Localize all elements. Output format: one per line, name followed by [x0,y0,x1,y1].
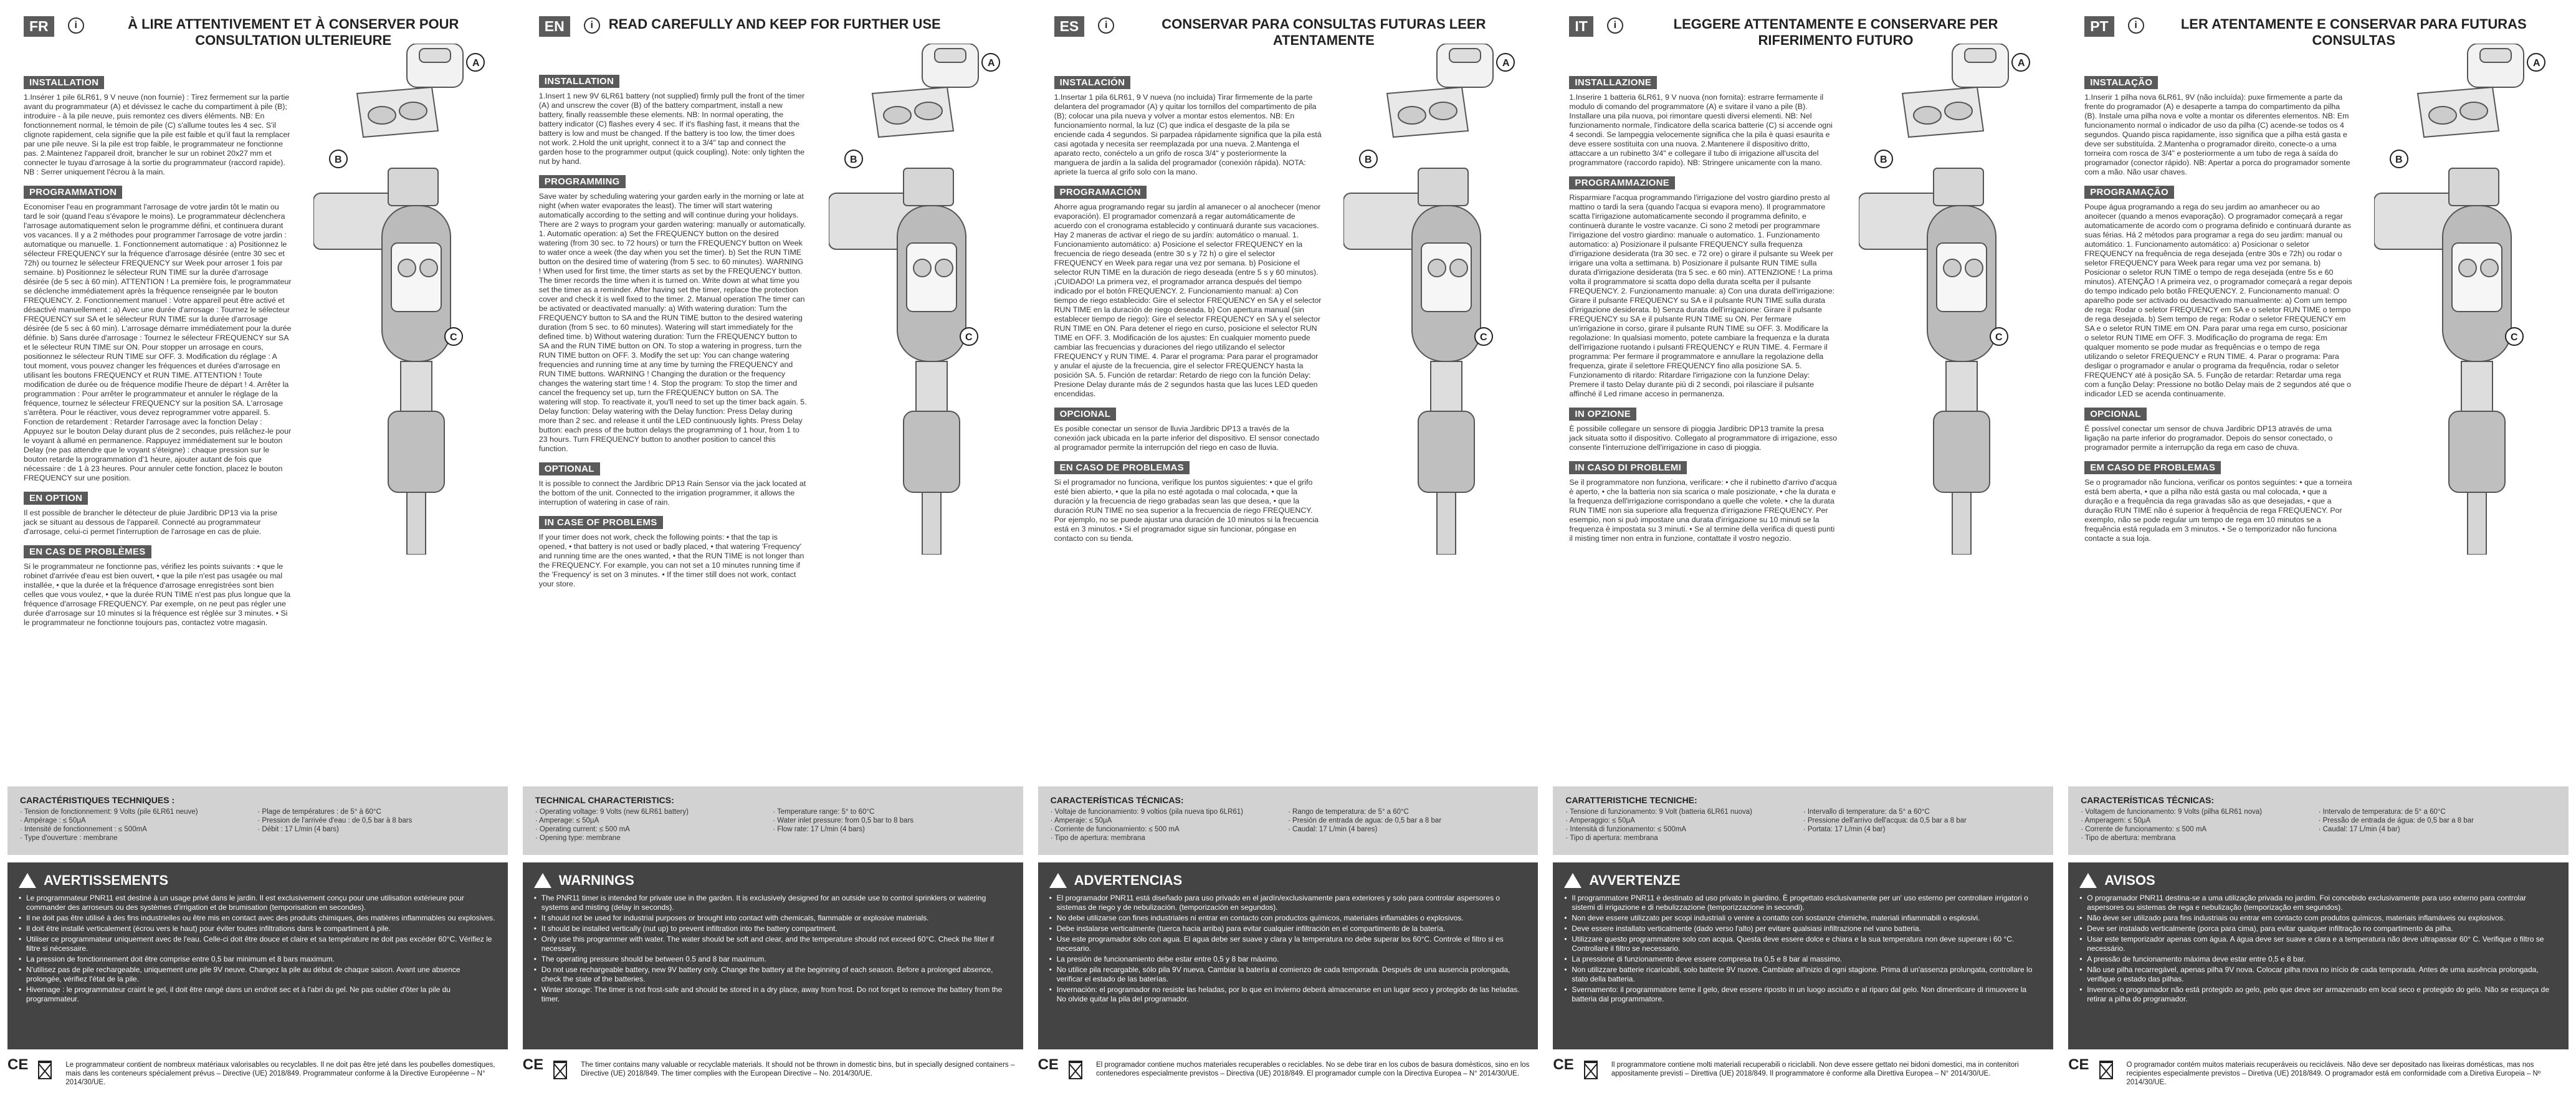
runtime-knob [1450,259,1467,277]
language-column [2061,0,2576,1093]
hose-connector [388,411,444,492]
frequency-dial-part [884,107,911,124]
warning-item: • La pressione di funzionamento deve essere compresa tra 0,5 e 8 bar al massimo. [1564,955,2042,964]
column-title: LEGGERE ATTENTAMENTE E CONSERVARE PER RIFERIMENTO FUTURO [1673,16,1998,48]
tech-item: · Intervalo de temperatura: de 5° a 60°C [2318,808,2446,816]
language-code-badge: EN [539,16,570,37]
callout-c-label: C [1995,332,2003,343]
instructions-text [539,69,807,591]
technical-characteristics-box [7,786,508,855]
warning-item: • N'utilisez pas de pile rechargeable, uniquement une pile 9V neuve. Changez la pile au début de chaque saison. Avant une absence prolongée, vérifiez l'état de la pile. [19,965,497,984]
battery-part [935,49,966,62]
warnings-box [523,862,1023,1049]
tech-item: · Portata: 17 L/min (4 bar) [1803,826,1886,833]
callout-a-label: A [472,58,480,69]
timer-device-illustration [2374,44,2561,555]
callout-b-label: B [1365,155,1372,165]
tech-left-column [20,808,257,842]
compliance-footer [7,1056,508,1087]
section-text: 1.Inserire 1 batteria 6LR61, 9 V nuova (non fornita): estrarre fermamente il modulo di comando del programmatore (A) e svitare il vano a pile (B). Installare una pila nuova, poi rimontare questi diversi elementi. NB: Nel funzionamento normale, l'indicatore della scarica batterie (C) si accende ogni 4 secondi. Se lampeggia velocemente significa che la pila è quasi esaurita e deve essere sostituita con una nuova. 2.Mantenere il dispositivo dritto, attaccare a un rubinetto 3/4" e collegare il tubo di irrigazione all'uscita del programmatore (raccordo rapido). NB: Stringere unicamente con la mano. [1569,93,1833,167]
technical-characteristics-list [20,808,495,842]
callout-b-label: B [849,155,857,165]
tap-body [2449,168,2499,206]
section-text: Ahorre agua programando regar su jardín al amanecer o al anochecer (menor evaporación). El programador comenzará a regar automáticamente de acuerdo con el cronograma establecido y continuará durante sus vacaciones. Hay 2 maneras de activar el riego de su jardín: automático o manual. 1. Funcionamiento automático: a) Posicione el selector FREQUENCY en la frecuencia de riego deseada (entre 30 s y 72 h) o gire el selector FREQUENCY en Week para regar una vez por semana. b) Posicione el selector RUN TIME en la duración de riego deseada (entre 5 s y 60 minutos). ¡CUIDADO! La primera vez, el programador arranca después del tiempo indicado por el botón FREQUENCY. 2. Funcionamiento manual: a) Con tiempo de riego establecido: Gire el selector FREQUENCY en SA y el selector RUN TIME en la duración de riego deseada. b) Con apertura manual (sin establecer tiempo de riego): Gire el selector FREQUENCY en SA y el selector RUN TIME en ON. Para detener el riego en curso, posicione el selector RUN TIME en OFF. 3. Modificación de los ajustes: En cualquier momento puede cambiar las frecuencias y duraciones del riego utilizando el selector FREQUENCY y RUN TIME. 4. Parar el programa: Para parar el programador y anular el ajuste de la frecuencia, gire el selector FREQUENCY hasta la posición SA. 5. Función de retardar: Retardo de riego con la función Delay: Presione Delay durante más de 2 segundos hasta que las luces LED queden encendidas. [1054,203,1322,398]
callout-c-label: C [2510,332,2518,343]
outlet-pipe [916,361,947,411]
language-code-badge: ES [1054,16,1085,37]
outlet-pipe [1431,361,1462,411]
language-column [0,0,515,1093]
warnings-header [1564,872,2042,889]
outlet-pipe [2461,361,2493,411]
warnings-box [1553,862,2053,1049]
warnings-title: WARNINGS [558,872,634,888]
warning-item: • Não deve ser utilizado para fins industriais ou entrar em contacto com produtos químicos, materiais inflamáveis ou explosivos. [2079,914,2557,923]
warnings-list [2079,894,2557,1004]
frequency-knob [2459,259,2476,277]
callout-a-label: A [2532,58,2540,69]
warning-item: • Il programmatore PNR11 è destinato ad uso privato in giardino. È progettato esclusivamente per un' uso esterno per controllare irrigatori o sistemi di irrigazione e di nebulizzazione (temporizzazione in secondi). [1564,894,2042,912]
warning-item: • Deve essere installato verticalmente (dado verso l'alto) per evitare qualsiasi infiltrazione nel vano batteria. [1564,924,2042,933]
hose [1952,492,1971,555]
battery-part [419,49,451,62]
technical-characteristics-title: CARACTÉRISTIQUES TECHNIQUES : [20,795,175,805]
runtime-knob [935,259,953,277]
info-icon: i [1098,17,1114,34]
language-column [1545,0,2061,1093]
warnings-title: ADVERTENCIAS [1074,872,1183,888]
tech-item: · Opening type: membrane [535,834,621,842]
crossed-bin-icon [2099,1061,2113,1079]
tech-item: · Plage de températures : de 5° à 60°C [257,808,381,816]
section-text: Se o programador não funciona, verificar os pontos seguintes: • que a torneira está bem aberta, • que a pilha não está gasta ou mal colocada, • que a duração e a frequência da rega gravadas são as que desejadas, • que a duração RUN TIME não é superior à frequência de rega FREQUENCY. Por exemplo, não se pode regular um tempo de rega em 10 minutos se a frequência está regulada em 3 minutos. • Se o temporizador não funciona contacte a sua loja. [2084,478,2352,543]
section-text: Economiser l'eau en programmant l'arrosage de votre jardin tôt le matin ou tard le soir (quand l'eau s'évapore le moins). Le programmateur déclenchera l'arrosage automatiquement selon le programme défini, et continuera durant vos vacances. Il y a 2 méthodes pour programmer l'arrosage de votre jardin : automatique ou manuelle. 1. Fonctionnement automatique : a) Positionnez le sélecteur FREQUENCY sur la fréquence d'arrosage désirée (entre 30 sec et 72h) ou tournez le sélecteur FREQUENCY sur Week pour arroser 1 fois par semaine. b) Positionnez le sélecteur RUN TIME sur la durée d'arrosage désirée (de 5 sec à 60 min). ATTENTION ! La première fois, le programmateur se déclenche immédiatement après la fréquence renseignée par le bouton FREQUENCY. 2. Fonctionnement manuel : Votre appareil peut être activé et désactivé manuellement : a) Avec une durée d'arrosage : Tournez le sélecteur FREQUENCY sur SA et le sélecteur RUN TIME sur la durée d'arrosage désirée (de 5 sec à 60 min). L'arrosage démarre immédiatement pour la durée définie. b) Sans durée d'arrosage : Tournez le sélecteur FREQUENCY sur SA et le sélecteur RUN TIME sur ON. Pour stopper un arrosage en cours, positionnez le sélecteur RUN TIME sur OFF. 3. Modification du réglage : A tout moment, vous pouvez changer les fréquences et durées d'arrosage en utilisant les boutons FREQUENCY et RUN TIME. ATTENTION ! Toute modification de durée ou de fréquence modifie l'heure de départ ! 4. Arrêter la programmation : Pour arrêter le programmateur et annuler le réglage de la fréquence, tournez le sélecteur FREQUENCY sur la position SA. L'arrosage s'arrêtera. Pour le réactiver, vous devez reprogrammer votre appareil. 5. Fonction de retardement : Retarder l'arrosage avec la fonction Delay : Appuyez sur le bouton Delay durant plus de 2 secondes, puis relâchez-le pour le voyant à allumé en permanence. Rappuyez immédiatement sur le bouton Delay (ne pas attendre que le voyant s'éteigne) : chaque pression sur le bouton retarde la programmation d'1 heure, ajouter autant de fois que nécessaire : de 1 à 23 heures. Pour annuler cette fonction, placez le bouton FREQUENCY sur une position. [24,203,292,482]
section-heading: INSTALLATION [24,76,104,89]
runtime-knob [2481,259,2498,277]
ce-mark-icon: CE [1038,1056,1059,1073]
timer-device-illustration [1343,44,1530,555]
technical-characteristics-title: TECHNICAL CHARACTERISTICS: [535,795,674,805]
tap-body [1934,168,1983,206]
section-heading: INSTALACIÓN [1054,76,1131,89]
ce-mark-icon: CE [2068,1056,2089,1073]
outlet-pipe [1946,361,1977,411]
tech-left-column [2081,808,2318,842]
warning-item: • El programador PNR11 está diseñado para uso privado en el jardín/exclusivamente para exteriores y solo para controlar aspersores o sistemas de riego y de nebulización. (temporización en segundos). [1049,894,1527,912]
runtime-dial-part [1945,102,1972,120]
warning-item: • Usar este temporizador apenas com água. A água deve ser suave e clara e a temperatura não deve ultrapassar 60° C. Verifique o filtro se necessário. [2079,935,2557,953]
instructions-text [24,70,292,630]
timer-device-illustration [313,44,500,555]
section-text: Poupe água programando a rega do seu jardim ao amanhecer ou ao anoitecer (quando a menos evaporação). O programador começará a regar automaticamente de acordo com o programa definido e continuará durante as suas férias. Há 2 métodos para programar a rega do seu jardim: manual ou automático. 1. Funcionamento automático: a) Posicionar o seletor FREQUENCY na frequência de rega desejada (entre 30s e 72h) ou rodar o seletor FREQUENCY para Week para regar uma vez por semana. b) Posicionar o seletor RUN TIME o tempo de rega desejada (entre 5s e 60 minutos). ATENÇÃO ! A primeira vez, o programador começará a regar depois do tempo indicado pelo botão FREQUENCY. 2. Funcionamento manual: O aparelho pode ser activado ou desactivado manualmente: a) Com um tempo de rega: Rodar o seletor FREQUENCY em SA e o seletor RUN TIME o tempo de rega desejada. b) Sem tempo de rega: Rodar o seletor FREQUENCY em SA e o seletor RUN TIME em ON. Para parar uma rega em curso, posicionar o seletor RUN TIME em OFF. 3. Modificação do programa de rega: Em qualquer momento se pode mudar as frequências e o tempo de rega utilizando o seletor FREQUENCY e RUN TIME. 4. Parar o programa: Para desligar o programador e anular o programa da frequência, rodar o seletor FREQUENCY até à posição SA. 5. Função de retardar: Retardar uma rega com a função Delay: Pressione no botão Delay mais de 2 segundos até que o indicador LED se acenda continuamente. [2084,203,2352,398]
tech-item: · Voltagem de funcionamento: 9 Volts (pilha 6LR61 nova) [2081,808,2263,816]
technical-characteristics-box [1553,786,2053,855]
warning-item: • Winter storage: The timer is not frost-safe and should be stored in a dry place, away from frost. Do not forget to remove the battery from the timer. [534,985,1012,1004]
section-text: Se il programmatore non funziona, verificare: • che il rubinetto d'arrivo d'acqua è aperto, • che la batteria non sia scarica o male posizionate, • che la durata e la frequenza dell'irrigazione corrispondano a quelle che volete. • che la durata RUN TIME non sia superiore alla frequenza d'irrigazione FREQUENCY. Per esempio, non si può impostare una durata d'irrigazione su 10 minuti se la frequenza è impostata su 3 minuti. • Se al termine della verifica di questi punti il misting timer non entra in funzione, contattate il vostro negozio. [1569,478,1837,543]
compliance-text: O programador contém muitos materiais recuperáveis ou recicláveis. Não deve ser depositado nas lixeiras domésticas, mas nos recipientes especialmente previstos – Diretiva (UE) 2018/849. O programador está em conformidade com a Diretiva Europeia – Nº 2014/30/UE. [2126,1061,2541,1086]
ce-mark-icon: CE [7,1056,29,1073]
tech-item: · Caudal: 17 L/min (4 bares) [1288,826,1378,833]
tech-item: · Amperaggio: ≤ 50μA [1565,817,1635,824]
compliance-text: Il programmatore contiene molti materiali recuperabili o riciclabili. Non deve essere gettato nei bidoni domestici, ma in contenitori appositamente previsti – Direttiva (UE) 2018/849. Il programmatore è conforme alla Direttiva Europea – N° 2014/30/UE. [1611,1061,2019,1077]
runtime-knob [420,259,437,277]
callout-b-label: B [334,155,342,165]
warning-triangle-icon [1564,873,1581,888]
tap-body [388,168,438,206]
warning-item: • Non deve essere utilizzato per scopi industriali o venire a contatto con sostanze chimiche, materiali infiammabili o esplosivi. [1564,914,2042,923]
warning-item: • Deve ser instalado verticalmente (porca para cima), para evitar qualquer infiltração no compartimento da pilha. [2079,924,2557,933]
callout-b-label: B [2395,155,2403,165]
warning-item: • Le programmateur PNR11 est destiné à un usage privé dans le jardin. Il est exclusivement conçu pour une utilisation extérieure pour commander des arroseurs ou des systèmes d'irrigation et de brumisation (temporisation en secondes). [19,894,497,912]
tech-item: · Ampérage : ≤ 50μA [20,817,86,824]
tech-item: · Operating voltage: 9 Volts (new 6LR61 battery) [535,808,689,816]
technical-characteristics-list [1051,808,1526,842]
timer-control-panel [2452,243,2502,312]
tech-item: · Caudal: 17 L/min (4 bar) [2318,826,2400,833]
section-text: Save water by scheduling watering your garden early in the morning or late at night (when water evaporates the least). The timer will start watering automatically according to the setting and will continue during your holidays. There are 2 ways to program your garden watering: manually or automatically. 1. Automatic operation: a) Set the FREQUENCY button on the desired watering (from 30 sec. to 72 hours) or turn the FREQUENCY button on Week to water once a week (the day when you set the timer). b) Set the RUN TIME button on the desired time of watering (from 5 sec. to 60 minutes). WARNING ! When used for first time, the timer starts as set by the FREQUENCY button. The timer records the time when it is turned on. Write down at what time you set the timer as a reminder. After having set the timer, replace the protection cover and check it is well fixed to the timer. 2. Manual operation The timer can be activated or deactivated manually: a) With watering duration: Turn the FREQUENCY button to SA and the RUN TIME button to the desired watering duration (from 5 sec. to 60 minutes). Watering will start immediately for the defined time. b) Without watering duration: Turn the FREQUENCY button to SA and the RUN TIME button on ON. To stop a watering in progress, turn the RUN TIME button on OFF. 3. Modify the set up: You can change watering frequencies and running time at any time by turning the FREQUENCY and RUN TIME buttons. WARNING ! Changing the duration or the frequency changes the watering start time ! 4. Stop the program: To stop the timer and cancel the frequency set up, turn the FREQUENCY button on SA. The watering will stop. To reactivate it, you'll need to set up the timer back again. 5. Delay function: Delay watering with the Delay function: Press Delay during more than 2 sec. and release it until the LED continuously lights. Press Delay button: each press of the button delays the programming of 1 hour, from 1 to 23 hours. Turn FREQUENCY button to another position to cancel this function. [538,192,807,453]
warning-item: • Non utilizzare batterie ricaricabili, solo batterie 9V nuove. Cambiate all'inizio di ogni stagione. Prima di un'assenza prolungata, controllare lo stato della batteria. [1564,965,2042,984]
callout-c-label: C [1480,332,1487,343]
battery-part [1449,49,1481,62]
battery-part [2480,49,2511,62]
timer-device-illustration [1859,44,2046,555]
compliance-footer [522,1056,1023,1079]
tech-item: · Operating current: ≤ 500 mA [535,826,630,833]
warnings-header [19,872,497,889]
language-code-badge: FR [24,16,54,37]
section-text: É possível conectar um sensor de chuva Jardibric DP13 através de uma ligação na parte inferior do programador. Depois do sensor conectado, o programador permite a interrupção da rega em caso de chuva. [2084,424,2333,452]
tech-right-column [773,808,1010,842]
tech-right-column [257,808,495,842]
hose-connector [904,411,960,492]
timer-control-panel [1937,243,1987,312]
tech-item: · Pressione dell'arrivo dell'acqua: da 0,5 bar a 8 bar [1803,817,1967,824]
tech-item: · Amperaje: ≤ 50μA [1050,817,1112,824]
tech-item: · Amperage: ≤ 50μA [535,817,599,824]
column-title: CONSERVAR PARA CONSULTAS FUTURAS LEER ATENTAMENTE [1162,16,1486,48]
warnings-header [2079,872,2557,889]
warning-item: • Il doit être installé verticalement (écrou vers le haut) pour éviter toutes infiltrations dans le compartiment à pile. [19,924,497,933]
tech-item: · Tensione di funzionamento: 9 Volt (batteria 6LR61 nuova) [1565,808,1753,816]
callout-a-label: A [1502,58,1510,69]
compliance-text: Le programmateur contient de nombreux matériaux valorisables ou recyclables. Il ne doit pas être jeté dans les poubelles domestiques, mais dans les conteneurs spécialement prévus – Directive (UE) 2018/849. Programmateur conforme à la Directive Européenne – N° 2014/30/UE. [65,1061,495,1086]
tech-right-column [1288,808,1525,842]
tech-item: · Tipo de apertura: membrana [1050,834,1145,842]
tech-item: · Tipo di apertura: membrana [1565,834,1658,842]
warning-item: • Não use pilha recarregável, apenas pilha 9V nova. Colocar pilha nova no início de cada temporada. Antes de uma ausência prolongada, verifique o estado das pilhas. [2079,965,2557,984]
warnings-box [7,862,508,1049]
warning-triangle-icon [2079,873,2097,888]
section-text: 1.Insert 1 new 9V 6LR61 battery (not supplied) firmly pull the front of the timer (A) and unscrew the cover (B) of the battery compartment, install a new battery, finally reassemble these elements. NB: In normal operating, the battery indicator (C) flashes every 4 sec. If it's flashing fast, it means that the battery is low and must be changed. If the battery is too low, the timer does not work. 2.Hold the unit upright, connect it to a 3/4" tap and connect the garden hose to the programmer output (quick coupling). Note: only tighten the nut by hand. [538,92,805,166]
instructions-text [2084,70,2352,546]
section-text: 1.Insertar 1 pila 6LR61, 9 V nueva (no incluida) Tirar firmemente de la parte delantera del programador (A) y quitar los tornillos del compartimento de pila (B); colocar una pila nueva y volver a montar estos elementos. NB: En funcionamiento normal, la luz (C) que indica el desgaste de la pila se enciende cada 4 segundos. Si parpadea rápidamente significa que la pila está casi agotada y necesita ser reemplazada por una nueva. 2.Mantenga el aparato recto, conéctelo a un grifo de rosca 3/4" y posteriormente la manguera de jardín a la salida del programador (conexión rápida). NOTA: apriete la tuerca al grifo solo con la mano. [1054,93,1322,176]
tech-item: · Pressão de entrada de água: de 0,5 bar a 8 bar [2318,817,2474,824]
column-title: LER ATENTAMENTE E CONSERVAR PARA FUTURAS CONSULTAS [2180,16,2527,48]
battery-part [1965,49,1996,62]
section-text: It is possible to connect the Jardibric DP13 Rain Sensor via the jack located at the bottom of the unit. Connected to the irrigation programmer, it allows the interruption of watering in case of rain. [538,479,806,507]
language-column [1031,0,1546,1093]
section-text: 1.Inserir 1 pilha nova 6LR61, 9V (não incluída): puxe firmemente a parte da frente do programador (A) e desaperte a tampa do compartimento da pilha (B). Instale uma pilha nova e volte a montar os diferentes elementos. NB: Em funcionamento normal o indicador de uso da pilha (C) acende-se todos os 4 segundos. Quando pisca rapidamente, isso significa que a pilha está gasta e deve ser substituída. 2.Mantenha o programador direito, conecte-o a uma torneira com rosca de 3/4" e posteriormente a um tubo de rega à saída do programador (conector rápido). NB: Apertar a porca do programador somente com a mão. Não usar chaves. [2084,93,2350,176]
section-heading: EN CAS DE PROBLÈMES [24,545,151,558]
tech-item: · Pression de l'arrivée d'eau : de 0,5 bar à 8 bars [257,817,413,824]
ce-mark-icon: CE [1553,1056,1574,1073]
warnings-header [534,872,1012,889]
section-heading: IN CASE OF PROBLEMS [539,516,663,529]
warning-triangle-icon [19,873,36,888]
section-text: Il est possible de brancher le détecteur de pluie Jardibric DP13 via la prise jack se situant au dessous de l'appareil. Connecté au programmateur d'arrosage, celui-ci permet l'interruption de l'arrosage en cas de pluie. [24,508,278,536]
frequency-knob [914,259,931,277]
runtime-dial-part [1429,102,1457,120]
section-heading: OPCIONAL [2084,408,2147,421]
callout-c-label: C [449,332,457,343]
tech-item: · Tipo de abertura: membrana [2081,834,2176,842]
tap-body [904,168,953,206]
instructions-text [1569,70,1837,546]
warnings-box [1038,862,1538,1049]
timer-control-panel [391,243,441,312]
runtime-dial-part [2460,102,2488,120]
compliance-footer [1553,1056,2053,1079]
section-heading: INSTALLAZIONE [1569,76,1657,89]
warnings-title: AVVERTENZE [1589,872,1681,888]
section-text: Si el programador no funciona, verifique los puntos siguientes: • que el grifo esté bien abierto, • que la pila no esté agotada o mal colocada, • que la duración y la frecuencia de riego grabadas sean las que desea, • que la duración RUN TIME no sea superior a la frecuencia de riego FREQUENCY. Por ejemplo, no se puede ajustar una duración de 10 minutos si la frecuencia está en 3 minutos. • Si el programador sigue sin funcionar, póngase en contacto con su tienda. [1054,478,1319,543]
tech-item: · Rango de temperatura: de 5° a 60°C [1288,808,1409,816]
column-title: READ CAREFULLY AND KEEP FOR FURTHER USE [608,16,941,32]
compliance-text: The timer contains many valuable or recyclable materials. It should not be thrown in domestic bins, but in specially designed containers – Directive (UE) 2018/849. The timer complies with the European Directive – No. 2014/30/UE. [581,1061,1015,1077]
warning-item: • La pression de fonctionnement doit être comprise entre 0,5 bar minimum et 8 bars maximum. [19,955,497,964]
warning-item: • The operating pressure should be between 0.5 and 8 bar maximum. [534,955,1012,964]
section-text: Es posible conectar un sensor de lluvia Jardibric DP13 a través de la conexión jack ubicada en la parte inferior del dispositivo. El sensor conectado al programador permite la interrupción del riego en caso de lluvia. [1054,424,1320,452]
section-heading: PROGRAMMING [539,175,626,188]
warning-item: • The PNR11 timer is intended for private use in the garden. It is exclusively designed for an outside use to control sprinklers or watering systems and misting (delay in seconds). [534,894,1012,912]
callout-b-label: B [1880,155,1887,165]
info-icon: i [1607,17,1623,34]
warning-item: • Hivernage : le programmateur craint le gel, il doit être rangé dans un endroit sec et à l'abri du gel. Ne pas oublier d'ôter la pile du programmateur. [19,985,497,1004]
warning-item: • O programador PNR11 destina-se a uma utilização privada no jardim. Foi concebido exclusivamente para uso externo para controlar aspersores ou sistemas de rega e nebulização (temporização em segundos). [2079,894,2557,912]
tech-item: · Presión de entrada de agua: de 0,5 bar a 8 bar [1288,817,1442,824]
warning-triangle-icon [534,873,551,888]
tap-body [1418,168,1468,206]
warning-item: • La presión de funcionamiento debe estar entre 0,5 y 8 bar máximo. [1049,955,1527,964]
warnings-list [19,894,497,1004]
warnings-box [2068,862,2569,1049]
ce-mark-icon: CE [522,1056,544,1073]
warning-item: • Use este programador sólo con agua. El agua debe ser suave y clara y la temperatura no debe superar los 60°C. Controle el filtro si es necesario. [1049,935,1527,953]
frequency-knob [1944,259,1961,277]
tech-item: · Intensité de fonctionnement : ≤ 500mA [20,826,147,833]
frequency-knob [1428,259,1446,277]
technical-characteristics-list [535,808,1011,842]
section-heading: EN CASO DE PROBLEMAS [1054,461,1190,474]
info-icon: i [2128,17,2144,34]
crossed-bin-icon [1584,1061,1598,1079]
tech-right-column [2319,808,2556,842]
tech-item: · Amperagem: ≤ 50μA [2081,817,2151,824]
section-heading: EN OPTION [24,492,88,505]
warning-item: • Debe instalarse verticalmente (tuerca hacia arriba) para evitar cualquier infiltración en el compartimento de la batería. [1049,924,1527,933]
hose-connector [1934,411,1990,492]
hose [2468,492,2486,555]
callout-a-label: A [2018,58,2025,69]
tech-item: · Tension de fonctionnement: 9 Volts (pile 6LR61 neuve) [20,808,198,816]
hose [1437,492,1456,555]
column-header [539,16,1009,47]
section-text: È possibile collegare un sensore di pioggia Jardibric DP13 tramite la presa jack situata sotto il dispositivo. Collegato al programmatore di irrigazione, esso consente l'interruzione dell'irrigazione in caso di pioggia. [1569,424,1838,452]
technical-characteristics-box [1038,786,1538,855]
tech-item: · Flow rate: 17 L/min (4 bars) [773,826,865,833]
runtime-knob [1965,259,1983,277]
section-heading: PROGRAMACIÓN [1054,186,1147,199]
warning-item: • A pressão de funcionamento máxima deve estar entre 0,5 e 8 bar. [2079,955,2557,964]
language-column [515,0,1031,1093]
frequency-dial-part [1398,107,1426,124]
section-heading: EM CASO DE PROBLEMAS [2084,461,2221,474]
section-text: If your timer does not work, check the following points: • that the tap is opened, • that battery is not used or badly placed, • that watering 'Frequency' and running time are the ones wanted, • that the RUN TIME is not longer than the FREQUENCY. For example, you can not set a 10 minutes running time if the 'Frequency' is set on 3 minutes. • If the timer still does not work, contact your store. [538,533,804,588]
warning-item: • It should be installed vertically (nut up) to prevent infiltration into the battery compartment. [534,924,1012,933]
warning-item: • Utiliser ce programmateur uniquement avec de l'eau. Celle-ci doit être douce et claire et sa température ne doit pas excéder 60°C. Vérifiez le filtre si nécessaire. [19,935,497,953]
frequency-knob [398,259,416,277]
warning-item: • Il ne doit pas être utilisé à des fins industrielles ou être mis en contact avec des produits chimiques, des matières inflammables ou explosives. [19,914,497,923]
info-icon: i [68,17,84,34]
tech-item: · Water inlet pressure: from 0,5 bar to 8 bars [773,817,914,824]
warning-item: • Invernos: o programador não está protegido ao gelo, pelo que deve ser armazenado em local seco e protegido do gelo. Não se esqueça de retirar a pilha do programador. [2079,985,2557,1004]
warning-item: • Only use this programmer with water. The water should be soft and clear, and the temperature should not exceed 60°C. Check the filter if necessary. [534,935,1012,953]
tech-item: · Corrente de funcionamento: ≤ 500 mA [2081,826,2207,833]
column-title: À LIRE ATTENTIVEMENT ET À CONSERVER POUR CONSULTATION ULTERIEURE [128,16,459,48]
section-heading: IN OPZIONE [1569,408,1636,421]
frequency-dial-part [1914,107,1941,124]
warning-item: • Invernación: el programador no resiste las heladas, por lo que en invierno deberá almacenarse en un lugar seco y protegido de las heladas. No olvide quitar la pila del programador. [1049,985,1527,1004]
section-text: Si le programmateur ne fonctionne pas, vérifiez les points suivants : • que le robinet d'arrivée d'eau est bien ouvert, • que la pile n'est pas usagée ou mal installée, • que la durée et la fréquence d'arrosage enregistrées sont bien celles que vous voulez, • que la durée RUN TIME n'est pas plus longue que la fréquence d'arrosage FREQUENCY. Par exemple, on ne peut pas régler une durée d'arrosage sur 10 minutes si la fréquence est réglée sur 3 minutes. • Si le programmateur ne fonctionne toujours pas, contactez votre magasin. [24,562,291,627]
warning-item: • No utilice pila recargable, sólo pila 9V nueva. Cambiar la batería al comienzo de cada temporada. Después de una ausencia prolongada, verificar el estado de las baterías. [1049,965,1527,984]
crossed-bin-icon [1069,1061,1082,1079]
tech-left-column [1565,808,1803,842]
warnings-title: AVERTISSEMENTS [44,872,169,888]
compliance-footer [2068,1056,2569,1087]
technical-characteristics-box [2068,786,2569,855]
callout-c-label: C [965,332,973,343]
warning-item: • It should not be used for industrial purposes or brought into contact with chemicals, flammable or explosive materials. [534,914,1012,923]
language-code-badge: PT [2084,16,2114,37]
section-heading: OPCIONAL [1054,408,1117,421]
section-heading: PROGRAMMAZIONE [1569,176,1675,189]
tech-item: · Débit : 17 L/min (4 bars) [257,826,339,833]
timer-device-illustration [829,44,1016,555]
hose-connector [1418,411,1474,492]
hose [407,492,426,555]
frequency-dial-part [368,107,396,124]
instructions-text [1054,70,1322,546]
tech-right-column [1803,808,2041,842]
warning-item: • Svernamento: il programmatore teme il gelo, deve essere riposto in un luogo asciutto e al riparo dal gelo. Non dimenticare di rimuovere la batteria dal programmatore. [1564,985,2042,1004]
tech-item: · Temperature range: 5° to 60°C [773,808,875,816]
warnings-title: AVISOS [2104,872,2155,888]
timer-control-panel [907,243,956,312]
compliance-footer [1038,1056,1538,1079]
info-icon: i [584,17,600,34]
tech-item: · Corriente de funcionamiento: ≤ 500 mA [1050,826,1180,833]
hose-connector [2449,411,2505,492]
runtime-dial-part [915,102,942,120]
technical-characteristics-list [1565,808,2041,842]
section-heading: OPTIONAL [539,462,600,475]
crossed-bin-icon [553,1061,567,1079]
technical-characteristics-title: CARACTERÍSTICAS TÉCNICAS: [1050,795,1184,805]
section-heading: PROGRAMAÇÃO [2084,186,2174,199]
tech-item: · Type d'ouverture : membrane [20,834,118,842]
compliance-text: El programador contiene muchos materiales recuperables o reciclables. No se debe tirar en los cubos de basura domésticos, sino en los contenedores especialmente previstos – Directiva (UE) 2018/849. El programador cumple con la Directiva Europea – N° 2014/30/UE. [1095,1061,1530,1077]
warnings-list [534,894,1012,1004]
section-heading: INSTALLATION [539,75,619,88]
callout-a-label: A [987,58,995,69]
language-code-badge: IT [1569,16,1593,37]
technical-characteristics-title: CARATTERISTICHE TECNICHE: [1565,795,1697,805]
section-heading: IN CASO DI PROBLEMI [1569,461,1687,474]
tech-item: · Voltaje de funcionamiento: 9 voltios (pila nueva tipo 6LR61) [1050,808,1244,816]
technical-characteristics-title: CARACTERÍSTICAS TÉCNICAS: [2081,795,2215,805]
warnings-list [1564,894,2042,1004]
runtime-dial-part [399,102,427,120]
timer-control-panel [1421,243,1471,312]
crossed-bin-icon [38,1061,52,1079]
technical-characteristics-list [2081,808,2556,842]
tech-left-column [1051,808,1288,842]
warnings-list [1049,894,1527,1004]
warnings-header [1049,872,1527,889]
section-heading: INSTALAÇÃO [2084,76,2158,89]
warning-item: • No debe utilizarse con fines industriales ni entrar en contacto con productos químicos, materiales inflamables o explosivos. [1049,914,1527,923]
tech-item: · Intensità di funzionamento: ≤ 500mA [1565,826,1687,833]
tech-left-column [535,808,773,842]
warning-item: • Utilizzare questo programmatore solo con acqua. Questa deve essere dolce e chiara e la sua temperatura non deve superare i 60 °C. Controllare il filtro se necessario. [1564,935,2042,953]
technical-characteristics-box [523,786,1023,855]
warning-item: • Do not use rechargeable battery, new 9V battery only. Change the battery at the beginning of each season. Before a prolonged absence, check the state of the batteries. [534,965,1012,984]
tech-item: · Intervallo di temperature: da 5° a 60°C [1803,808,1930,816]
section-text: Risparmiare l'acqua programmando l'irrigazione del vostro giardino presto al mattino o tardi la sera (quando l'acqua si evapora meno). Il programmatore scatta l'irrigazione automaticamente secondo il programma definito, e continuerà durante le vostre vacanze. Ci sono 2 metodi per programmare l'irrigazione del vostro giardino: manuale o automatico. 1. Funzionamento automatico: a) Posizionare il pulsante FREQUENCY sulla frequenza d'irrigazione desiderata (tra 30 sec. e 72 ore) o girare il pulsante su Week per irrigare una volta a settimana. b) Posizionare il pulsante RUN TIME sulla durata d'irrigazione desiderata (tra 5 sec. e 60 min). ATTENZIONE ! La prima volta il programmatore si scatta dopo della durata scelta per il pulsante FREQUENCY. 2. Funzionamento manuale: a) Con una durata dell'irrigazione: Girare il pulsante FREQUENCY su SA e il pulsante RUN TIME sulla durata d'irrigazione desiderata. b) Senza durata dell'irrigazione: Girare il pulsante FREQUENCY su SA e il pulsante RUN TIME su ON. Per fermare un'irrigazione in corso, girare il pulsante RUN TIME su OFF. 3. Modificare la regolazione: In qualsiasi momento, potete cambiare la frequenza e la durata dell'irrigazione ruotando i pulsanti FREQUENCY e RUN TIME. 4. Fermare il programma: Per fermare il programmatore e annullare la regolazione della frequenza, girate il selettore FREQUENCY fino alla posizione SA. 5. Funzionamento di ritardo: Ritardare l'irrigazione con la funzione Delay: Premere il tasto Delay durante più di 2 secondi, poi rilasciare il pulsante affinché il Led rimane acceso in permanenza. [1569,193,1835,398]
section-heading: PROGRAMMATION [24,186,122,199]
hose [922,492,941,555]
section-text: 1.Insérer 1 pile 6LR61, 9 V neuve (non fournie) : Tirez fermement sur la partie avant du programmateur (A) et dévissez le cache du compartiment à pile (B); introduire - à la pile neuve, puis remontez ces divers éléments. NB: En fonctionnement normal, le témoin de pile (C) s'allume toutes les 4 sec. S'il clignote rapidement, cela signifie que la pile est faible et qu'il faut la remplacer par une pile neuve. Si la pile est trop faible, le programmateur ne fonctionne pas. 2.Maintenez l'appareil droit, brancher le sur un robinet 20x27 mm et connecter le tuyau d'arrosage à la sortie du programmateur (raccord rapide). NB : Serrer uniquement l'écrou à la main. [24,93,290,176]
outlet-pipe [401,361,432,411]
warning-triangle-icon [1049,873,1067,888]
frequency-dial-part [2429,107,2456,124]
